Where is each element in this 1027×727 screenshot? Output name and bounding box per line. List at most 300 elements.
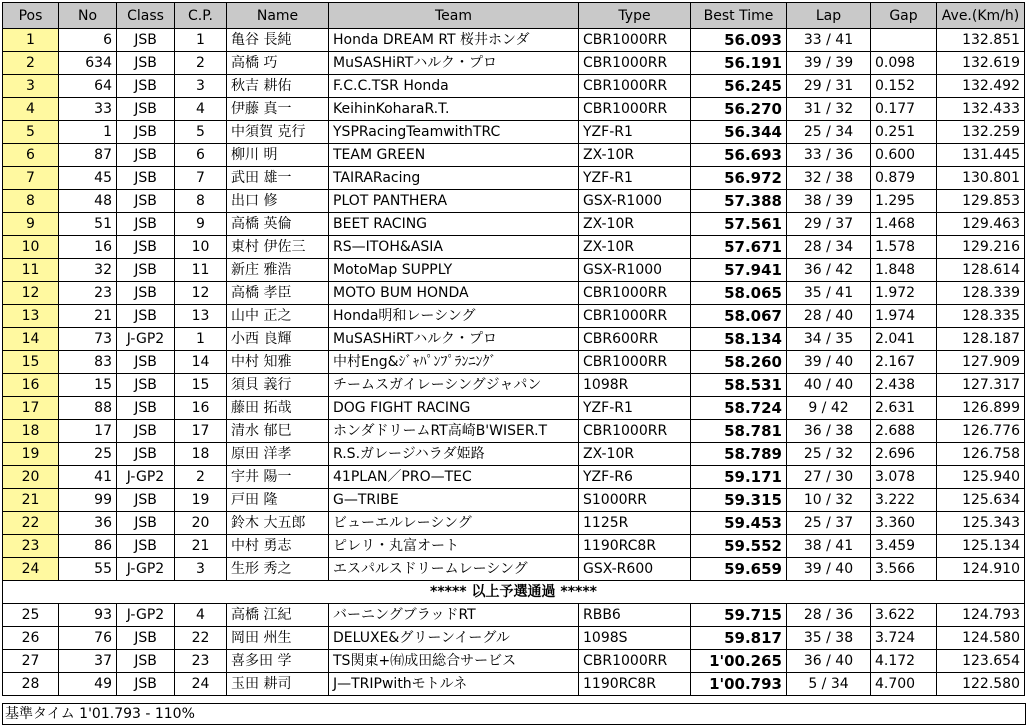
cell-ave-speed: 124.910 [937, 558, 1025, 581]
cell-lap: 36 / 40 [787, 650, 871, 673]
cell-no: 55 [59, 558, 117, 581]
cell-best-time: 57.388 [691, 190, 787, 213]
header-cp: C.P. [175, 3, 227, 29]
cell-no: 83 [59, 351, 117, 374]
cell-lap: 28 / 36 [787, 604, 871, 627]
cell-gap: 0.879 [871, 167, 937, 190]
cell-cp: 19 [175, 489, 227, 512]
cell-no: 25 [59, 443, 117, 466]
cell-pos: 26 [3, 627, 59, 650]
cell-name: 中須賀 克行 [227, 121, 329, 144]
cell-lap: 29 / 37 [787, 213, 871, 236]
table-row [3, 351, 1025, 374]
cell-class: J-GP2 [117, 558, 175, 581]
cell-no: 93 [59, 604, 117, 627]
cell-best-time: 56.245 [691, 75, 787, 98]
cell-type: CBR1000RR [579, 29, 691, 52]
cell-best-time: 58.789 [691, 443, 787, 466]
cell-type: 1125R [579, 512, 691, 535]
cell-no: 45 [59, 167, 117, 190]
cell-best-time: 59.552 [691, 535, 787, 558]
cell-type: ZX-10R [579, 443, 691, 466]
cell-team: J—TRIPwithモトルネ [329, 673, 579, 696]
cell-pos: 8 [3, 190, 59, 213]
cell-gap: 0.098 [871, 52, 937, 75]
cell-pos: 5 [3, 121, 59, 144]
cell-type: CBR1000RR [579, 351, 691, 374]
cell-best-time: 57.561 [691, 213, 787, 236]
cell-ave-speed: 128.614 [937, 259, 1025, 282]
cell-class: JSB [117, 282, 175, 305]
table-row [3, 213, 1025, 236]
cell-team: DOG FIGHT RACING [329, 397, 579, 420]
cell-ave-speed: 131.445 [937, 144, 1025, 167]
cell-cp: 13 [175, 305, 227, 328]
cell-pos: 12 [3, 282, 59, 305]
cell-class: JSB [117, 627, 175, 650]
cell-class: JSB [117, 650, 175, 673]
cell-team: ピレリ・丸富オート [329, 535, 579, 558]
cell-cp: 5 [175, 121, 227, 144]
cell-pos: 13 [3, 305, 59, 328]
table-row [3, 305, 1025, 328]
cell-name: 藤田 拓哉 [227, 397, 329, 420]
cell-best-time: 58.065 [691, 282, 787, 305]
cell-name: 新庄 雅浩 [227, 259, 329, 282]
cell-ave-speed: 132.851 [937, 29, 1025, 52]
table-row [3, 535, 1025, 558]
cell-best-time: 58.067 [691, 305, 787, 328]
cell-name: 武田 雄一 [227, 167, 329, 190]
cell-cp: 14 [175, 351, 227, 374]
cell-name: 中村 勇志 [227, 535, 329, 558]
table-row [3, 190, 1025, 213]
cell-type: CBR1000RR [579, 650, 691, 673]
table-row [3, 558, 1025, 581]
cell-name: 原田 洋孝 [227, 443, 329, 466]
cell-type: CBR1000RR [579, 75, 691, 98]
cell-pos: 18 [3, 420, 59, 443]
cell-cp: 3 [175, 558, 227, 581]
table-row [3, 604, 1025, 627]
cell-cp: 11 [175, 259, 227, 282]
cell-class: JSB [117, 121, 175, 144]
cell-pos: 25 [3, 604, 59, 627]
cell-cp: 4 [175, 604, 227, 627]
cell-class: JSB [117, 673, 175, 696]
qualify-separator-row [3, 581, 1025, 604]
header-gap: Gap [871, 3, 937, 29]
cell-ave-speed: 125.343 [937, 512, 1025, 535]
cell-class: JSB [117, 259, 175, 282]
cell-cp: 2 [175, 466, 227, 489]
table-row [3, 282, 1025, 305]
cell-lap: 25 / 34 [787, 121, 871, 144]
cell-team: KeihinKoharaR.T. [329, 98, 579, 121]
cell-best-time: 59.171 [691, 466, 787, 489]
table-row [3, 374, 1025, 397]
cell-gap: 4.172 [871, 650, 937, 673]
cell-gap: 0.152 [871, 75, 937, 98]
cell-ave-speed: 129.853 [937, 190, 1025, 213]
cell-best-time: 58.781 [691, 420, 787, 443]
cell-gap: 2.438 [871, 374, 937, 397]
cell-lap: 5 / 34 [787, 673, 871, 696]
cell-pos: 9 [3, 213, 59, 236]
cell-team: F.C.C.TSR Honda [329, 75, 579, 98]
cell-no: 23 [59, 282, 117, 305]
table-row [3, 512, 1025, 535]
cell-ave-speed: 128.339 [937, 282, 1025, 305]
header-type: Type [579, 3, 691, 29]
cell-ave-speed: 125.940 [937, 466, 1025, 489]
cell-no: 51 [59, 213, 117, 236]
cell-team: TEAM GREEN [329, 144, 579, 167]
cell-type: YZF-R1 [579, 397, 691, 420]
cell-pos: 1 [3, 29, 59, 52]
cell-pos: 3 [3, 75, 59, 98]
header-team: Team [329, 3, 579, 29]
cell-name: 山中 正之 [227, 305, 329, 328]
cell-pos: 7 [3, 167, 59, 190]
cell-lap: 25 / 32 [787, 443, 871, 466]
cell-team: TAIRARacing [329, 167, 579, 190]
cell-team: バーニングブラッドRT [329, 604, 579, 627]
cell-gap: 1.295 [871, 190, 937, 213]
cell-gap: 2.167 [871, 351, 937, 374]
cell-cp: 6 [175, 144, 227, 167]
cell-cp: 2 [175, 52, 227, 75]
cell-ave-speed: 126.758 [937, 443, 1025, 466]
table-row [3, 167, 1025, 190]
cell-gap: 3.459 [871, 535, 937, 558]
cell-name: 喜多田 学 [227, 650, 329, 673]
cell-lap: 31 / 32 [787, 98, 871, 121]
cell-gap: 1.468 [871, 213, 937, 236]
cell-class: JSB [117, 535, 175, 558]
cell-type: 1190RC8R [579, 535, 691, 558]
cell-gap: 3.360 [871, 512, 937, 535]
cell-cp: 17 [175, 420, 227, 443]
cell-ave-speed: 130.801 [937, 167, 1025, 190]
cell-lap: 25 / 37 [787, 512, 871, 535]
cell-ave-speed: 128.335 [937, 305, 1025, 328]
cell-ave-speed: 127.317 [937, 374, 1025, 397]
cell-no: 88 [59, 397, 117, 420]
cell-cp: 18 [175, 443, 227, 466]
cell-best-time: 59.715 [691, 604, 787, 627]
cell-ave-speed: 125.134 [937, 535, 1025, 558]
cell-class: JSB [117, 305, 175, 328]
cell-gap: 2.688 [871, 420, 937, 443]
table-row [3, 443, 1025, 466]
cell-class: JSB [117, 29, 175, 52]
cell-best-time: 59.453 [691, 512, 787, 535]
cell-team: R.S.ガレージハラダ姫路 [329, 443, 579, 466]
cell-class: JSB [117, 190, 175, 213]
cell-team: MuSASHiRTハルク・プロ [329, 328, 579, 351]
cell-name: 玉田 耕司 [227, 673, 329, 696]
cell-lap: 36 / 38 [787, 420, 871, 443]
table-row [3, 236, 1025, 259]
cell-best-time: 57.671 [691, 236, 787, 259]
cell-best-time: 59.659 [691, 558, 787, 581]
cell-gap: 0.600 [871, 144, 937, 167]
cell-cp: 24 [175, 673, 227, 696]
cell-class: JSB [117, 75, 175, 98]
cell-type: ZX-10R [579, 144, 691, 167]
cell-class: JSB [117, 167, 175, 190]
cell-lap: 35 / 41 [787, 282, 871, 305]
table-row [3, 673, 1025, 696]
header-pos: Pos [3, 3, 59, 29]
cell-ave-speed: 129.216 [937, 236, 1025, 259]
table-row [3, 489, 1025, 512]
cell-cp: 16 [175, 397, 227, 420]
cell-ave-speed: 129.463 [937, 213, 1025, 236]
cell-name: 柳川 明 [227, 144, 329, 167]
cell-type: S1000RR [579, 489, 691, 512]
cell-ave-speed: 124.793 [937, 604, 1025, 627]
cell-class: J-GP2 [117, 328, 175, 351]
cell-type: CBR1000RR [579, 98, 691, 121]
cell-cp: 10 [175, 236, 227, 259]
cell-class: JSB [117, 351, 175, 374]
cell-type: 1190RC8R [579, 673, 691, 696]
cell-name: 高橋 巧 [227, 52, 329, 75]
table-row [3, 627, 1025, 650]
cell-best-time: 56.270 [691, 98, 787, 121]
cell-gap: 3.724 [871, 627, 937, 650]
cell-class: JSB [117, 98, 175, 121]
cell-type: GSX-R1000 [579, 259, 691, 282]
cell-lap: 10 / 32 [787, 489, 871, 512]
cell-no: 1 [59, 121, 117, 144]
header-name: Name [227, 3, 329, 29]
cell-best-time: 56.972 [691, 167, 787, 190]
table-row [3, 328, 1025, 351]
table-row [3, 397, 1025, 420]
cell-best-time: 1'00.793 [691, 673, 787, 696]
cell-type: GSX-R600 [579, 558, 691, 581]
cell-pos: 11 [3, 259, 59, 282]
cell-type: CBR1000RR [579, 305, 691, 328]
cell-gap: 0.251 [871, 121, 937, 144]
cell-type: CBR1000RR [579, 282, 691, 305]
cell-name: 岡田 州生 [227, 627, 329, 650]
cell-no: 76 [59, 627, 117, 650]
cell-class: JSB [117, 52, 175, 75]
cell-pos: 21 [3, 489, 59, 512]
cell-ave-speed: 127.909 [937, 351, 1025, 374]
table-row [3, 650, 1025, 673]
cell-name: 亀谷 長純 [227, 29, 329, 52]
cell-team: DELUXE&グリーンイーグル [329, 627, 579, 650]
table-row [3, 121, 1025, 144]
cell-team: 中村Eng&ｼﾞｬﾊﾟﾝﾌﾟﾗﾝﾆﾝｸﾞ [329, 351, 579, 374]
cell-lap: 29 / 31 [787, 75, 871, 98]
cell-lap: 34 / 35 [787, 328, 871, 351]
cell-team: MOTO BUM HONDA [329, 282, 579, 305]
cell-pos: 10 [3, 236, 59, 259]
cell-team: MotoMap SUPPLY [329, 259, 579, 282]
results-table [2, 2, 1025, 696]
cell-name: 出口 修 [227, 190, 329, 213]
cell-pos: 17 [3, 397, 59, 420]
table-row [3, 52, 1025, 75]
cell-class: JSB [117, 144, 175, 167]
cell-cp: 23 [175, 650, 227, 673]
cell-name: 高橋 孝臣 [227, 282, 329, 305]
cell-class: J-GP2 [117, 466, 175, 489]
cell-lap: 40 / 40 [787, 374, 871, 397]
cell-team: TS関東+㈲成田総合サービス [329, 650, 579, 673]
cell-gap: 0.177 [871, 98, 937, 121]
cell-pos: 28 [3, 673, 59, 696]
cell-best-time: 58.260 [691, 351, 787, 374]
cell-type: RBB6 [579, 604, 691, 627]
cell-no: 49 [59, 673, 117, 696]
cell-ave-speed: 132.619 [937, 52, 1025, 75]
cell-type: CBR1000RR [579, 52, 691, 75]
cell-lap: 38 / 41 [787, 535, 871, 558]
cell-team: Honda DREAM RT 桜井ホンダ [329, 29, 579, 52]
cell-no: 41 [59, 466, 117, 489]
cell-lap: 28 / 34 [787, 236, 871, 259]
cell-class: JSB [117, 512, 175, 535]
cell-gap: 3.078 [871, 466, 937, 489]
cell-lap: 38 / 39 [787, 190, 871, 213]
cell-name: 小西 良輝 [227, 328, 329, 351]
cell-team: BEET RACING [329, 213, 579, 236]
cell-no: 87 [59, 144, 117, 167]
cell-ave-speed: 132.259 [937, 121, 1025, 144]
cell-class: JSB [117, 374, 175, 397]
cell-cp: 12 [175, 282, 227, 305]
cell-gap: 2.696 [871, 443, 937, 466]
cell-name: 東村 伊佐三 [227, 236, 329, 259]
cell-no: 15 [59, 374, 117, 397]
cell-pos: 19 [3, 443, 59, 466]
cell-cp: 20 [175, 512, 227, 535]
table-row [3, 466, 1025, 489]
cell-type: YZF-R1 [579, 121, 691, 144]
cell-class: JSB [117, 236, 175, 259]
cell-class: JSB [117, 489, 175, 512]
table-row [3, 29, 1025, 52]
cell-team: RS—ITOH&ASIA [329, 236, 579, 259]
table-row [3, 144, 1025, 167]
cell-name: 清水 郁巳 [227, 420, 329, 443]
cell-no: 36 [59, 512, 117, 535]
cell-gap: 2.631 [871, 397, 937, 420]
cell-ave-speed: 123.654 [937, 650, 1025, 673]
cell-ave-speed: 122.580 [937, 673, 1025, 696]
cell-pos: 2 [3, 52, 59, 75]
cell-team: エスパルスドリームレーシング [329, 558, 579, 581]
cell-ave-speed: 124.580 [937, 627, 1025, 650]
cell-team: PLOT PANTHERA [329, 190, 579, 213]
cell-best-time: 59.315 [691, 489, 787, 512]
table-row [3, 259, 1025, 282]
cell-lap: 39 / 40 [787, 351, 871, 374]
cell-best-time: 58.724 [691, 397, 787, 420]
reference-time-footer: 基準タイム 1'01.793 - 110% [2, 703, 1026, 725]
qualify-separator: ***** 以上予選通過 ***** [3, 581, 1025, 604]
cell-lap: 33 / 41 [787, 29, 871, 52]
cell-type: GSX-R1000 [579, 190, 691, 213]
cell-best-time: 57.941 [691, 259, 787, 282]
cell-gap: 1.974 [871, 305, 937, 328]
cell-pos: 27 [3, 650, 59, 673]
cell-no: 73 [59, 328, 117, 351]
cell-name: 秋吉 耕佑 [227, 75, 329, 98]
header-best-time: Best Time [691, 3, 787, 29]
cell-class: JSB [117, 213, 175, 236]
cell-cp: 8 [175, 190, 227, 213]
cell-no: 48 [59, 190, 117, 213]
cell-no: 37 [59, 650, 117, 673]
cell-no: 33 [59, 98, 117, 121]
cell-team: Honda明和レーシング [329, 305, 579, 328]
cell-type: YZF-R1 [579, 167, 691, 190]
cell-cp: 4 [175, 98, 227, 121]
cell-no: 86 [59, 535, 117, 558]
header-no: No [59, 3, 117, 29]
cell-best-time: 59.817 [691, 627, 787, 650]
cell-no: 99 [59, 489, 117, 512]
cell-best-time: 56.191 [691, 52, 787, 75]
cell-pos: 16 [3, 374, 59, 397]
cell-cp: 7 [175, 167, 227, 190]
cell-cp: 9 [175, 213, 227, 236]
cell-name: 生形 秀之 [227, 558, 329, 581]
cell-pos: 23 [3, 535, 59, 558]
cell-name: 高橋 江紀 [227, 604, 329, 627]
header-ave-speed: Ave.(Km/h) [937, 3, 1025, 29]
cell-gap: 4.700 [871, 673, 937, 696]
cell-best-time: 56.344 [691, 121, 787, 144]
cell-lap: 32 / 38 [787, 167, 871, 190]
cell-ave-speed: 125.634 [937, 489, 1025, 512]
cell-class: JSB [117, 397, 175, 420]
cell-cp: 21 [175, 535, 227, 558]
cell-pos: 6 [3, 144, 59, 167]
cell-team: G—TRIBE [329, 489, 579, 512]
cell-best-time: 58.134 [691, 328, 787, 351]
cell-no: 634 [59, 52, 117, 75]
cell-lap: 35 / 38 [787, 627, 871, 650]
cell-cp: 3 [175, 75, 227, 98]
cell-lap: 33 / 36 [787, 144, 871, 167]
cell-name: 伊藤 真一 [227, 98, 329, 121]
cell-lap: 39 / 40 [787, 558, 871, 581]
cell-gap: 2.041 [871, 328, 937, 351]
cell-team: 41PLAN／PRO—TEC [329, 466, 579, 489]
cell-pos: 15 [3, 351, 59, 374]
cell-gap: 1.972 [871, 282, 937, 305]
cell-pos: 20 [3, 466, 59, 489]
cell-type: CBR1000RR [579, 420, 691, 443]
cell-team: チームスガイレーシングジャパン [329, 374, 579, 397]
cell-name: 宇井 陽一 [227, 466, 329, 489]
header-class: Class [117, 3, 175, 29]
cell-gap: 3.566 [871, 558, 937, 581]
cell-ave-speed: 126.776 [937, 420, 1025, 443]
header-lap: Lap [787, 3, 871, 29]
cell-name: 鈴木 大五郎 [227, 512, 329, 535]
header-row [3, 3, 1025, 29]
